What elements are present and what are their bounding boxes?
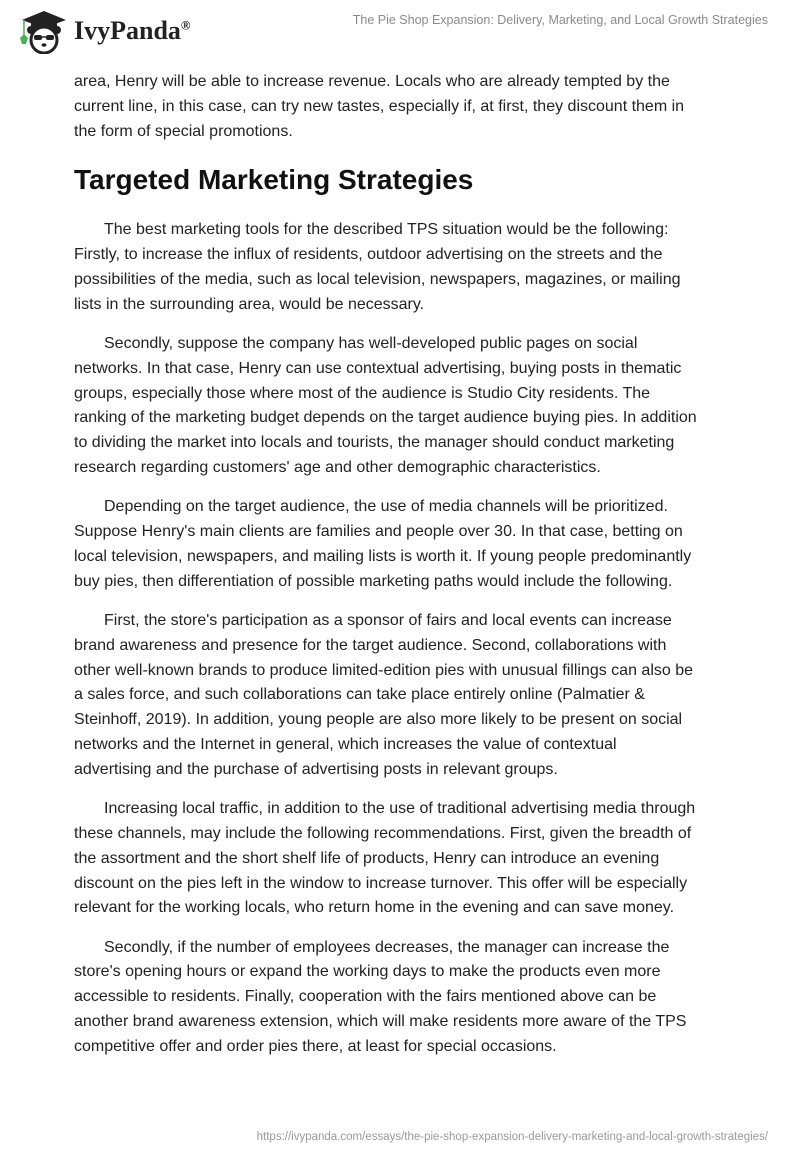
text-line: local television, newspapers, and mailing lists is worth it. If young people predominantly bbox=[74, 547, 692, 565]
text-line: to dividing the market into locals and tourists, the manager should conduct marketing bbox=[74, 434, 675, 452]
intro-paragraph bbox=[74, 70, 734, 144]
text-line: Firstly, to increase the influx of residents, outdoor advertising on the streets and the bbox=[74, 246, 663, 264]
page-header bbox=[0, 0, 800, 60]
text-line: The best marketing tools for the described TPS situation would be the following: bbox=[104, 221, 669, 239]
document-title: The Pie Shop Expansion: Delivery, Marketing, and Local Growth Strategies bbox=[352, 13, 768, 27]
text-line: current line, in this case, can try new tastes, especially if, at first, they discount them in bbox=[74, 97, 685, 115]
text-line: Depending on the target audience, the use of media channels will be prioritized. bbox=[104, 498, 668, 516]
text-line: Suppose Henry's main clients are families and people over 30. In that case, betting on bbox=[74, 523, 683, 541]
text-line: discount on the pies left in the window to increase turnover. This offer will be especially bbox=[74, 874, 688, 892]
text-line: ranking of the marketing budget depends on the target audience buying pies. In addition bbox=[74, 409, 697, 427]
text-line: other well-known brands to produce limited-edition pies with unusual fillings can also be bbox=[74, 661, 694, 679]
body-paragraph bbox=[74, 797, 734, 921]
text-line: Increasing local traffic, in addition to the use of traditional advertising media through bbox=[104, 800, 696, 818]
brand-name bbox=[74, 16, 191, 46]
body-paragraph bbox=[74, 495, 734, 594]
text-line: Steinhoff, 2019). In addition, young people are also more likely to be present on social bbox=[74, 711, 683, 729]
registered-mark: ® bbox=[180, 17, 191, 33]
text-line: groups, especially those where most of the audience is Studio City residents. The bbox=[74, 384, 651, 402]
body-paragraph bbox=[74, 218, 734, 317]
brand-text: IvyPanda bbox=[74, 16, 181, 45]
body-paragraph bbox=[74, 609, 734, 783]
text-line: brand awareness and presence for the target audience. Second, collaborations with bbox=[74, 636, 667, 654]
text-line: networks. In that case, Henry can use contextual advertising, buying posts in thematic bbox=[74, 359, 682, 377]
text-line: these channels, may include the following recommendations. First, given the breadth of bbox=[74, 824, 692, 842]
text-line: Secondly, if the number of employees decreases, the manager can increase the bbox=[104, 938, 670, 956]
source-url[interactable]: https://ivypanda.com/essays/the-pie-shop-expansion-delivery-marketing-and-local-growth-strategies/ bbox=[256, 1131, 768, 1143]
text-line: the assortment and the short shelf life of products, Henry can introduce an evening bbox=[74, 849, 660, 867]
text-line: First, the store's participation as a sponsor of fairs and local events can increase bbox=[104, 612, 672, 630]
text-line: accessible to residents. Finally, cooperation with the fairs mentioned above can be bbox=[74, 988, 657, 1006]
panda-graduate-icon bbox=[16, 8, 68, 54]
text-line: research regarding customers' age and other demographic characteristics. bbox=[74, 459, 601, 477]
text-line: area, Henry will be able to increase revenue. Locals who are already tempted by the bbox=[74, 73, 670, 90]
text-line: Secondly, suppose the company has well-developed public pages on social bbox=[104, 335, 638, 353]
text-line: lists in the surrounding area, would be necessary. bbox=[74, 295, 425, 313]
text-line: competitive offer and order pies there, at least for special occasions. bbox=[74, 1037, 557, 1055]
section-body bbox=[74, 218, 734, 1059]
text-line: advertising and the purchase of advertising posts in relevant groups. bbox=[74, 760, 558, 778]
text-line: the form of special promotions. bbox=[74, 122, 293, 140]
essay-content bbox=[74, 70, 734, 1074]
text-line: a sales force, and such collaborations can take place entirely online (Palmatier & bbox=[74, 686, 645, 704]
text-line: possibilities of the media, such as local television, newspapers, magazines, or mailing bbox=[74, 270, 681, 288]
body-paragraph bbox=[74, 332, 734, 481]
section-heading: Targeted Marketing Strategies bbox=[74, 164, 474, 196]
text-line: store's opening hours or expand the working days to make the products even more bbox=[74, 963, 661, 981]
text-line: relevant for the working locals, who return home in the evening and can save money. bbox=[74, 899, 675, 917]
text-line: networks and the Internet in general, which increases the value of contextual bbox=[74, 736, 617, 754]
text-line: buy pies, then differentiation of possible marketing paths would include the following. bbox=[74, 572, 673, 590]
ivypanda-logo[interactable] bbox=[16, 8, 191, 54]
text-line: another brand awareness extension, which will make residents more aware of the TPS bbox=[74, 1013, 687, 1030]
body-paragraph bbox=[74, 936, 734, 1060]
